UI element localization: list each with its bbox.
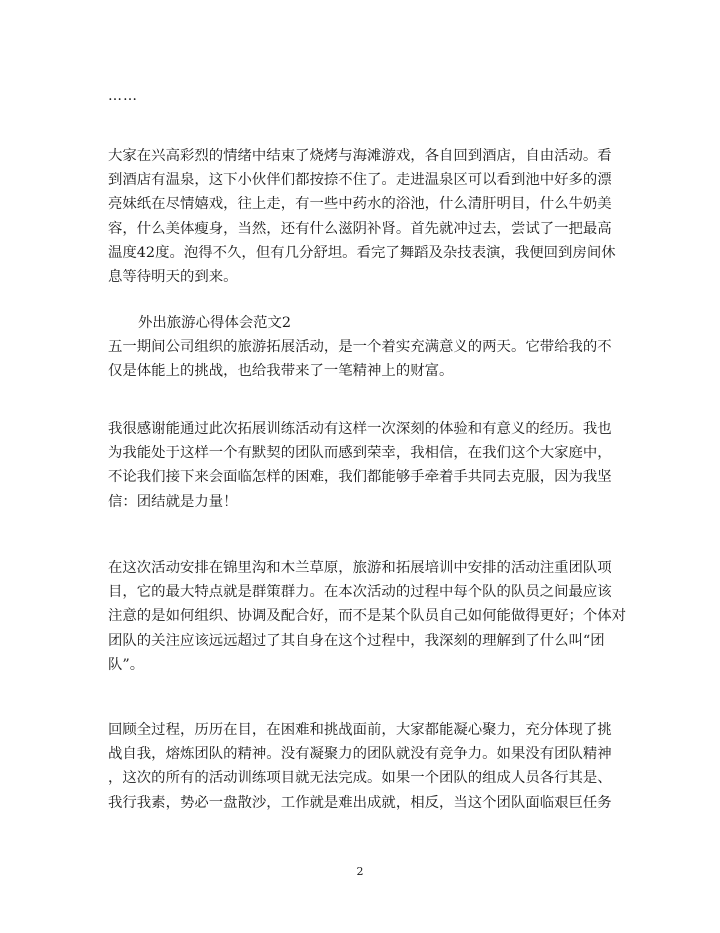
text-line: 在这次活动安排在锦里沟和木兰草原，旅游和拓展培训中安排的活动注重团队项: [108, 560, 612, 576]
ellipsis-marker: ……: [108, 88, 138, 104]
text-line: 大家在兴高彩烈的情绪中结束了烧烤与海滩游戏，各自回到酒店，自由活动。看: [108, 148, 612, 164]
text-line: 容，什么美体瘦身，当然，还有什么滋阴补肾。首先就冲过去，尝试了一把最高: [108, 220, 612, 237]
text-line: 温度42度。泡得不久，但有几分舒坦。看完了舞蹈及杂技表演，我便回到房间休: [108, 244, 616, 261]
paragraph-gratitude: [108, 417, 618, 514]
text-line: 战自我，熔炼团队的精神。没有凝聚力的团队就没有竞争力。如果没有团队精神: [108, 746, 612, 763]
text-line: 不论我们接下来会面临怎样的困难，我们都能够手牵着手共同去克服，因为我坚: [108, 469, 612, 486]
text-line: 回顾全过程，历历在目，在困难和挑战面前，大家都能凝心聚力，充分体现了挑: [108, 722, 612, 738]
text-line: 团队的关注应该远远超过了其自身在这个过程中，我深刻的理解到了什么叫“团: [108, 632, 605, 649]
paragraph-intro: [108, 335, 618, 383]
text-line: 注意的是如何组织、协调及配合好，而不是某个队员自己如何能做得更好；个体对: [108, 608, 627, 625]
text-line: 仅是体能上的挑战，也给我带来了一笔精神上的财富。: [108, 363, 454, 380]
page-number: 2: [356, 865, 364, 878]
paragraph-review: [108, 718, 618, 815]
section-subtitle: 外出旅游心得体会范文2: [138, 315, 292, 331]
text-line: 我行我素，势必一盘散沙，工作就是难出成就，相反，当这个团队面临艰巨任务: [108, 794, 612, 811]
text-line: 目，它的最大特点就是群策群力。在本次活动的过程中每个队的队员之间最应该: [108, 584, 612, 601]
text-line: 队”。: [108, 656, 145, 673]
paragraph-hot-spring: [108, 144, 618, 289]
text-line: 信：团结就是力量！: [108, 493, 238, 510]
text-line: 为我能处于这样一个有默契的团队而感到荣幸，我相信，在我们这个大家庭中，: [108, 445, 612, 462]
text-line: 五一期间公司组织的旅游拓展活动，是一个着实充满意义的两天。它带给我的不: [108, 339, 612, 355]
text-line: 息等待明天的到来。: [108, 269, 238, 286]
text-line: 我很感谢能通过此次拓展训练活动有这样一次深刻的体验和有意义的经历。我也: [108, 421, 612, 437]
text-line: 亮妹纸在尽情嬉戏，往上走，有一些中药水的浴池，什么清肝明目，什么牛奶美: [108, 196, 612, 213]
text-line: 到酒店有温泉，这下小伙伴们都按捺不住了。走进温泉区可以看到池中好多的漂: [108, 172, 612, 189]
text-line: ，这次的所有的活动训练项目就无法完成。如果一个团队的组成人员各行其是、: [108, 770, 612, 787]
paragraph-team-activity: [108, 556, 627, 677]
